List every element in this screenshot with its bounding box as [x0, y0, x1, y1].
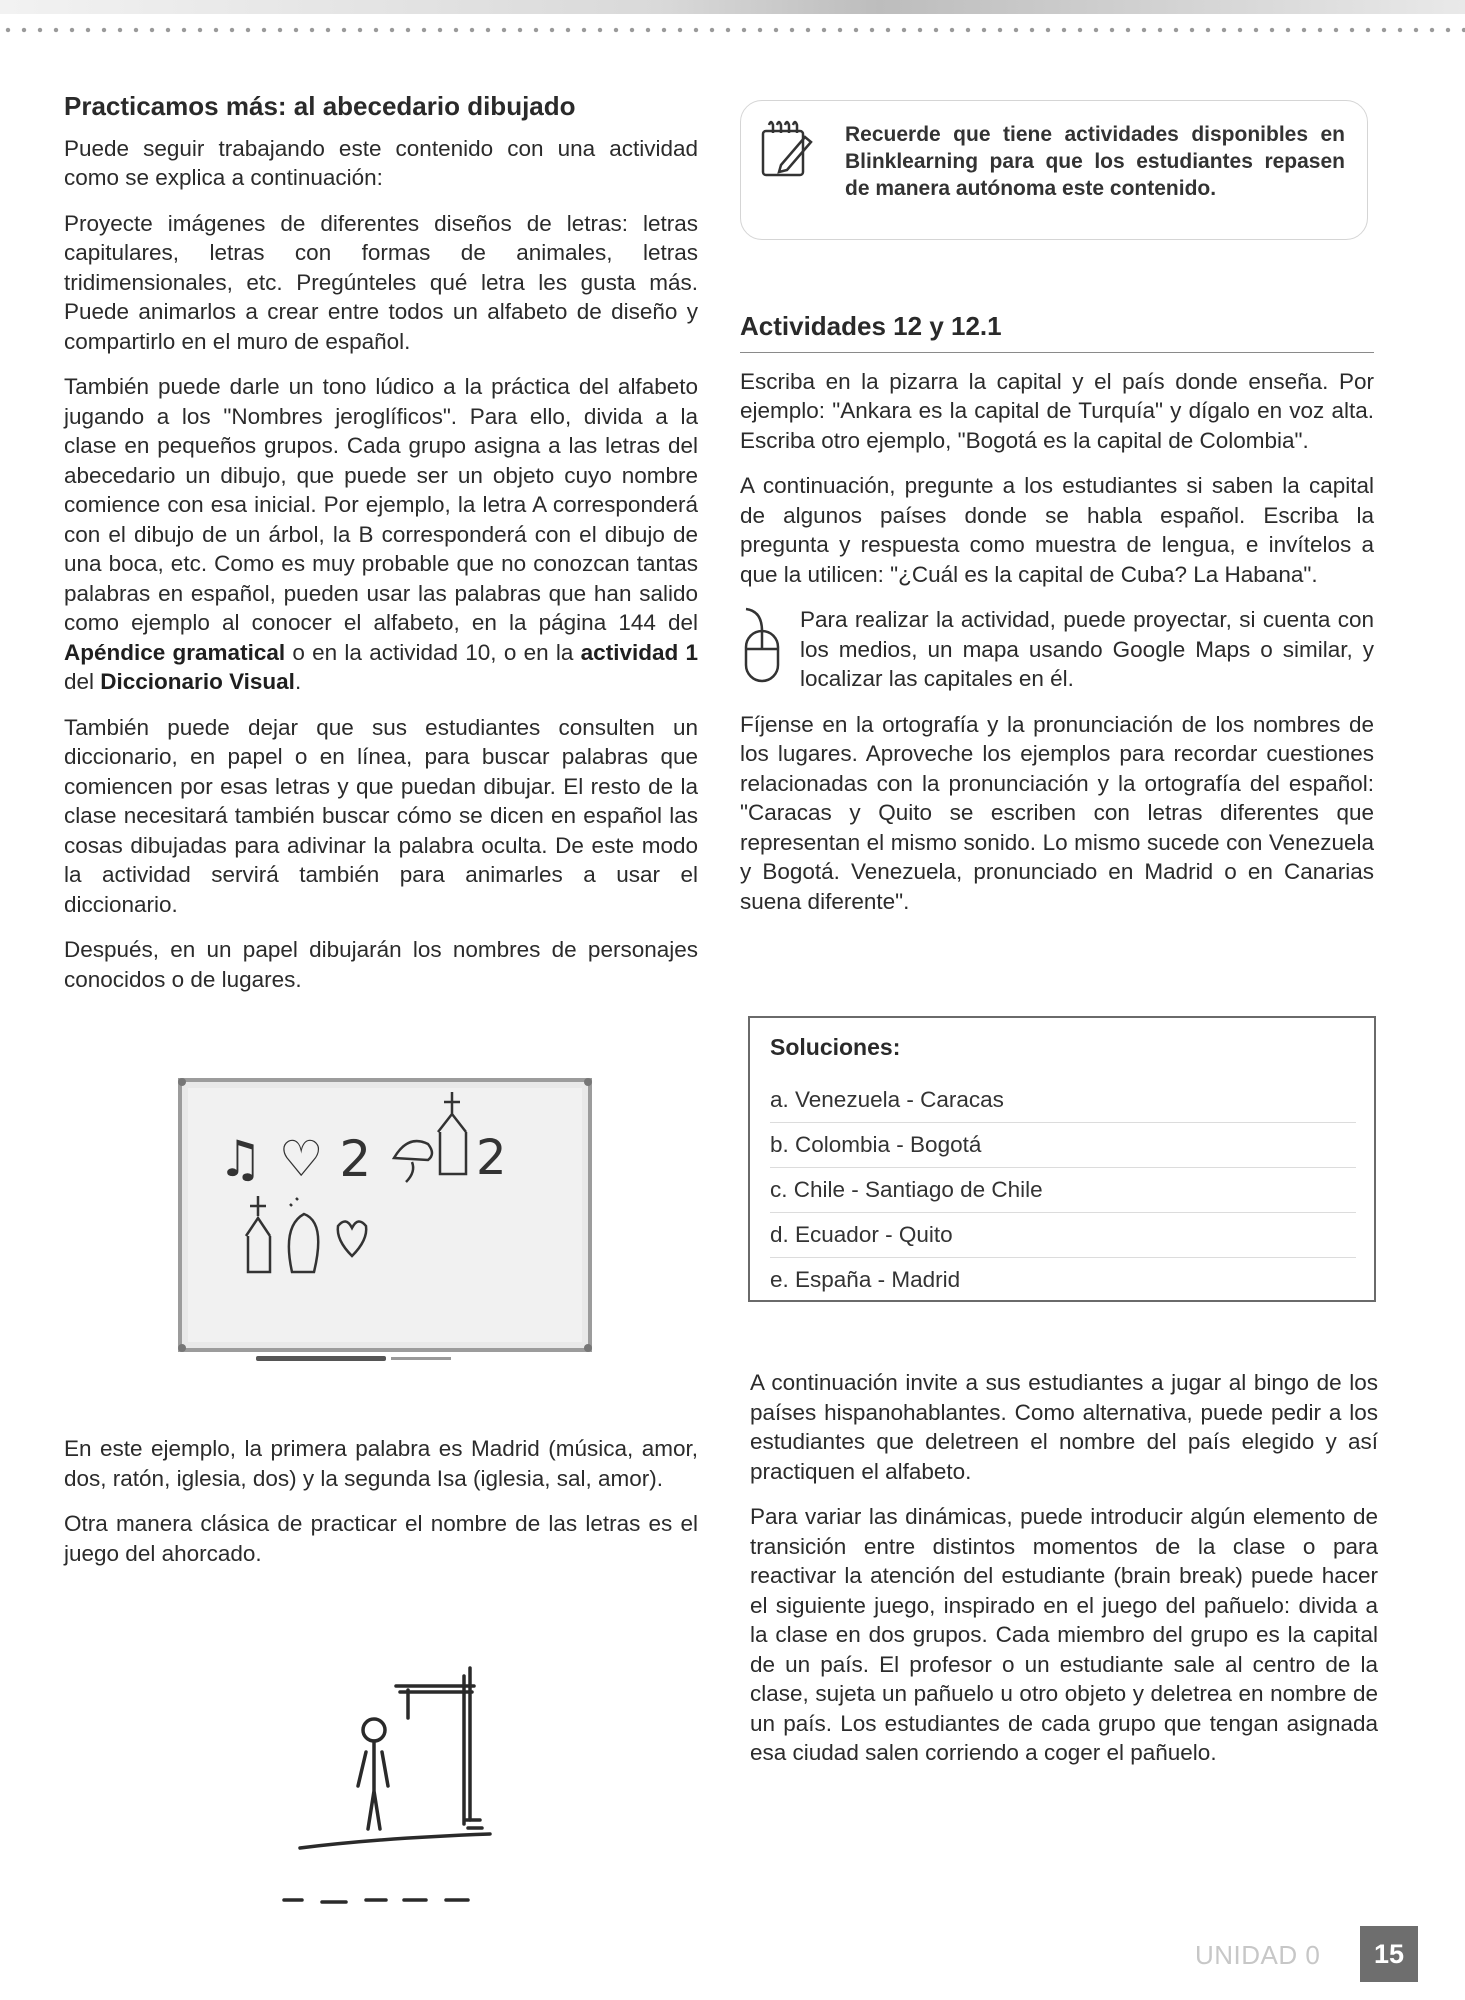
activity-heading: Actividades 12 y 12.1: [740, 312, 1374, 353]
blinklearning-note-box: [740, 100, 1368, 240]
bold-reference: actividad 1: [580, 639, 698, 665]
note-text: Recuerde que tiene actividades disponibles en Blinklearning para que los estudiantes repasen de manera autónoma este contenido.: [845, 123, 1345, 200]
whiteboard-drawing-row1-end: 2: [476, 1130, 507, 1186]
text-run: .: [294, 669, 302, 694]
bold-reference: Apéndice gramatical: [64, 639, 286, 665]
left-column-lower: [64, 1434, 698, 1584]
paragraph: También puede dejar que sus estudiantes consulten un diccionario, en papel o en línea, para buscar palabras que comiencen por esas letras y que puedan dibujar. El resto de la clase necesitará también buscar cómo se dicen en español las cosas dibujadas para adivinar la palabra oculta. De este modo la actividad servirá también para animarles a usar el diccionario.: [64, 714, 698, 917]
unit-label: UNIDAD 0: [1195, 1940, 1321, 1970]
paragraph: Puede seguir trabajando este contenido con una actividad como se explica a continuación:: [64, 135, 698, 190]
paragraph: A continuación invite a sus estudiantes a jugar al bingo de los países hispanohablantes. Como alternativa, puede pedir a los estudiantes que deletreen el nombre del país elegido y así practiquen el alfabeto.: [750, 1370, 1378, 1484]
tip-text: Para realizar la actividad, puede proyectar, si cuenta con los medios, un mapa usando Google Maps o similar, y localizar las capitales en él.: [800, 607, 1374, 691]
mouse-tip: [740, 605, 1374, 694]
solutions-box: [748, 1016, 1376, 1302]
paragraph: Después, en un papel dibujarán los nombres de personajes conocidos o de lugares.: [64, 937, 698, 992]
right-column: [740, 312, 1374, 932]
paragraph: En este ejemplo, la primera palabra es Madrid (música, amor, dos, ratón, iglesia, dos) y la segunda Isa (iglesia, sal, amor).: [64, 1436, 698, 1491]
bold-reference: Diccionario Visual: [100, 669, 295, 694]
solution-item: a. Venezuela - Caracas: [770, 1078, 1356, 1123]
solution-item: b. Colombia - Bogotá: [770, 1123, 1356, 1168]
paragraph: A continuación, pregunte a los estudiantes si saben la capital de algunos países donde se habla español. Escriba la pregunta y respuesta como muestra de lengua, e invítelos a que la utilicen: "¿Cuál es la capital de Cuba? La Habana".: [740, 473, 1374, 587]
whiteboard-drawing-row1: ♫ ♡ 2: [218, 1130, 372, 1188]
left-column: [64, 92, 698, 1010]
dotted-rule: [0, 26, 1465, 34]
text-run: o en la actividad 10, o en la: [285, 639, 581, 665]
paragraph: [64, 372, 698, 697]
solution-item: d. Ecuador - Quito: [770, 1213, 1356, 1258]
page-number: 15: [1360, 1926, 1418, 1982]
solution-item: e. España - Madrid: [770, 1267, 961, 1292]
text-run: También puede darle un tono lúdico a la práctica del alfabeto jugando a los "Nombres jeroglíficos". Para ello, divida a la clase en pequeños grupos. Cada grupo asigna a las letras del abecedario un dibujo, que puede ser un objeto cuyo nombre comience con esa inicial. Por ejemplo, la letra A corresponderá con el dibujo de un árbol, la B corresponderá con el dibujo de una boca, etc. Como es muy probable que no conozcan tantas palabras en español, pueden usar las palabras que han salido como ejemplo al conocer el alfabeto, en la página 144 del: [64, 374, 698, 635]
top-gradient-bar: [0, 0, 1465, 14]
paragraph: Para variar las dinámicas, puede introducir algún elemento de transición entre distintos momentos de la clase o para reactivar la atención del estudiante (brain break) puede hacer el siguiente juego, inspirado en el juego del pañuelo: divida a la clase en dos grupos. Cada miembro del grupo es la capital de un país. El profesor o un estudiante sale al centro de la clase, sujeta un pañuelo u otro objeto y deletrea en nombre de un país. Los estudiantes de cada grupo que tengan asignada esa ciudad salen corriendo a coger el pañuelo.: [750, 1504, 1378, 1765]
paragraph: Otra manera clásica de practicar el nombre de las letras es el juego del ahorcado.: [64, 1511, 698, 1566]
whiteboard-illustration: [176, 1076, 596, 1366]
paragraph: Escriba en la pizarra la capital y el país donde enseña. Por ejemplo: "Ankara es la capital de Turquía" y dígalo en voz alta. Escriba otro ejemplo, "Bogotá es la capital de Colombia".: [740, 368, 1374, 453]
paragraph: Fíjense en la ortografía y la pronunciación de los nombres de los lugares. Aproveche los ejemplos para recordar cuestiones relacionadas con la pronunciación y la ortografía del español: "Caracas y Quito se escriben con letras diferentes que representan el mismo sonido. Lo mismo sucede con Venezuela y Bogotá. Venezuela, pronunciado en Madrid o en Canarias suena diferente".: [740, 711, 1374, 914]
section-heading: Practicamos más: al abecedario dibujado: [64, 91, 576, 121]
paragraph: Proyecte imágenes de diferentes diseños de letras: letras capitulares, letras con formas de animales, letras tridimensionales, etc. Pregúnteles qué letra les gusta más. Puede animarlos a crear entre todos un alfabeto de diseño y compartirlo en el muro de español.: [64, 210, 698, 354]
text-run: del: [64, 669, 101, 694]
computer-mouse-icon: [740, 607, 784, 687]
notepad-pencil-icon: [759, 119, 815, 179]
hangman-illustration: [270, 1662, 530, 1918]
solutions-list: [770, 1078, 1356, 1302]
solutions-title: Soluciones:: [770, 1034, 901, 1060]
right-column-lower: [750, 1368, 1378, 1784]
solution-item: c. Chile - Santiago de Chile: [770, 1168, 1356, 1213]
